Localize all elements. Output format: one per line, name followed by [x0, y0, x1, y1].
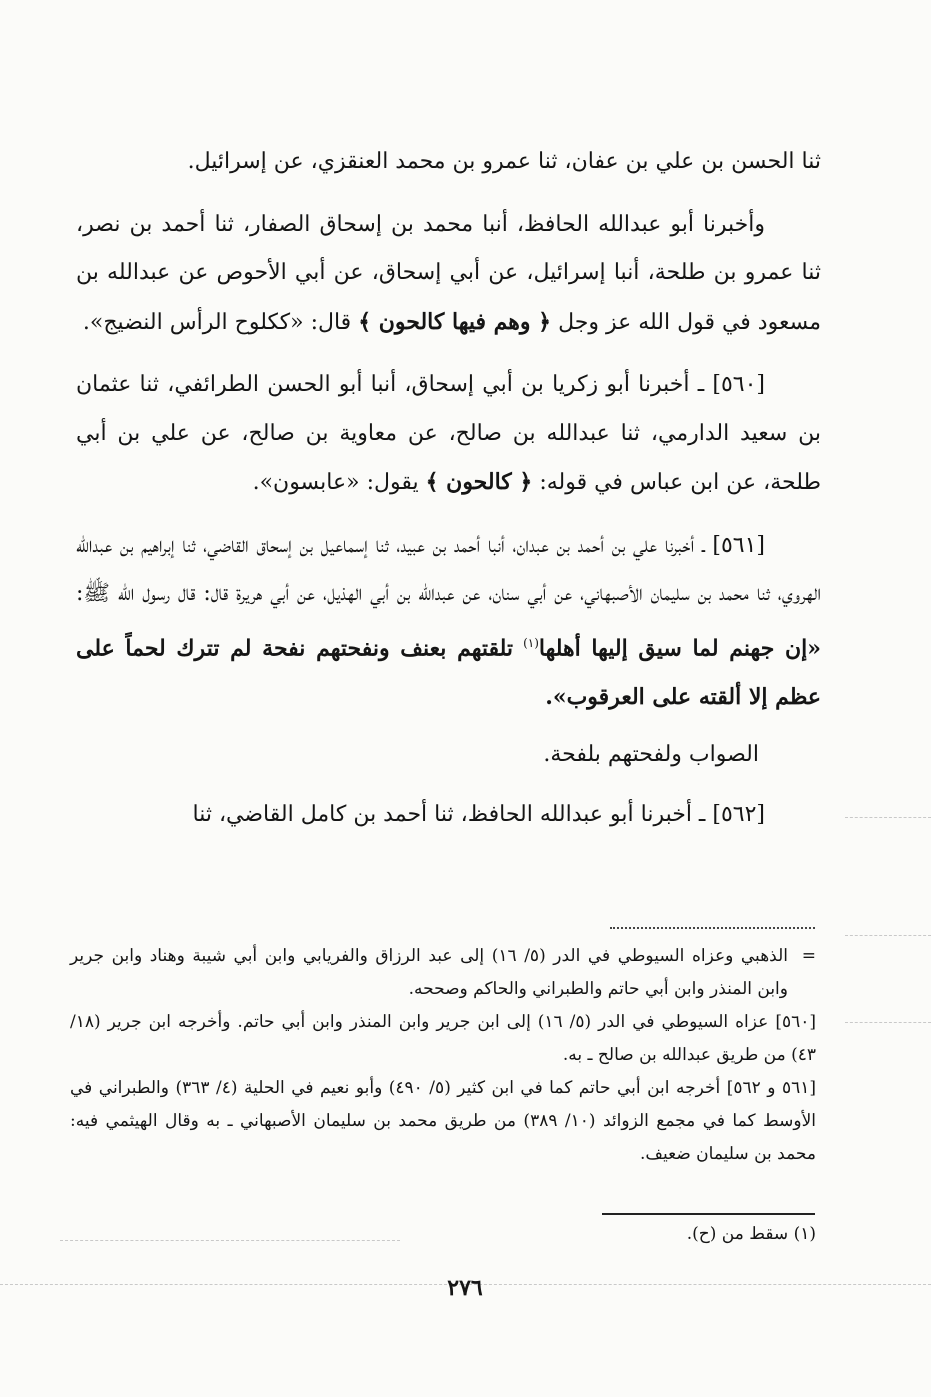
- footnote-separator-dotted: [610, 927, 815, 929]
- footnote-reference: (١): [523, 635, 539, 650]
- hadith-560: [٥٦٠] ـ أخبرنا أبو زكريا بن أبي إسحاق، أنبا أبو الحسن الطرائفي، ثنا عثمان بن سعيد الدارمي، ثنا عبدالله بن صالح، عن معاوية بن صالح، عن علي بن أبي طلحة، عن ابن عباس في قوله: ﴿ كالحون ﴾ يقول: «عابسون».: [76, 372, 821, 495]
- page-number: ٢٧٦: [447, 1275, 483, 1301]
- hadith-text: تلقتهم بعنف ونفحتهم نفحة لم تترك لحماً على عظم إلا ألقته على العرقوب».: [76, 634, 821, 711]
- footnote-label: [٥٦١ و ٥٦٢]: [726, 1078, 816, 1098]
- scan-artifact-line: [845, 817, 931, 818]
- paragraph-ibn-masud: وأخبرنا أبو عبدالله الحافظ، أنبا محمد بن إسحاق الصفار، ثنا أحمد بن نصر، ثنا عمرو بن طلحة، أنبا إسرائيل، عن أبي إسحاق، عن أبي الأحوص عن عبدالله بن مسعود في قول الله عز وجل ﴿ وهم فيها كالحون ﴾ قال: «ككلوح الرأس النضيج».: [76, 211, 821, 335]
- footnotes: [70, 940, 816, 1171]
- hadith-562: [٥٦٢] ـ أخبرنا أبو عبدالله الحافظ، ثنا أحمد بن كامل القاضي، ثنا: [192, 802, 765, 828]
- footnote-rule: [602, 1213, 815, 1215]
- quran-verse: ﴿ كالحون ﴾: [425, 469, 533, 495]
- footnote-560: [٥٦٠] عزاه السيوطي في الدر (٥/ ١٦) إلى ابن جرير وابن المنذر وابن أبي حاتم. وأخرجه ابن جرير (١٨/ ٤٣) من طريق عبدالله بن صالح ـ به.: [70, 1012, 816, 1065]
- hadith-text: «إن جهنم لما سيق إليها أهلها: [538, 634, 821, 661]
- paragraph-chain-start: ثنا الحسن بن علي بن عفان، ثنا عمرو بن محمد العنقزي، عن إسرائيل.: [187, 149, 821, 174]
- footnote-continued: =الذهبي وعزاه السيوطي في الدر (٥/ ١٦) إلى عبد الرزاق والفريابي وابن أبي شيبة وهناد وابن جرير وابن المنذر وابن أبي حاتم والطبراني والحاكم وصححه.: [70, 940, 816, 1006]
- correction-note: الصواب ولفحتهم بلفحة.: [543, 741, 759, 767]
- continuation-mark: =: [801, 946, 816, 966]
- footnote-label: [٥٦٠]: [775, 1012, 816, 1032]
- scan-artifact-line: [845, 935, 931, 936]
- main-text: [76, 138, 821, 854]
- quran-verse: ﴿ وهم فيها كالحون ﴾: [358, 308, 552, 335]
- footnote-561-562: [٥٦١ و ٥٦٢] أخرجه ابن أبي حاتم كما في ابن كثير (٥/ ٤٩٠) وأبو نعيم في الحلية (٤/ ٣٦٣) والطبراني في الأوسط كما في مجمع الزوائد (١٠/ ٣٨٩) من طريق محمد بن سليمان الأصبهاني ـ به وقال الهيثمي فيه: محمد بن سليمان ضعيف.: [70, 1078, 816, 1164]
- hadith-561: [٥٦١] ـ أخبرنا علي بن أحمد بن عبدان، أنبا أحمد بن عبيد، ثنا إسماعيل بن إسحاق القاضي، ثنا إبراهيم بن عبدالله الهروي، ثنا محمد بن سليمان الأصبهاني، عن أبي سنان، عن عبدالله بن أبي الهذيل، عن أبي هريرة قال: قال رسول الله ﷺ: «إن جهنم لما سيق إليها أهلها$^{(١)}$ تلقتهم بعنف ونفحتهم نفحة لم تترك لحماً على عظم إلا ألقته على العرقوب».: [76, 532, 821, 711]
- scan-artifact-line: [845, 1022, 931, 1023]
- scan-artifact-line: [60, 1240, 400, 1241]
- bottom-note: (١) سقط من (ح).: [686, 1224, 816, 1244]
